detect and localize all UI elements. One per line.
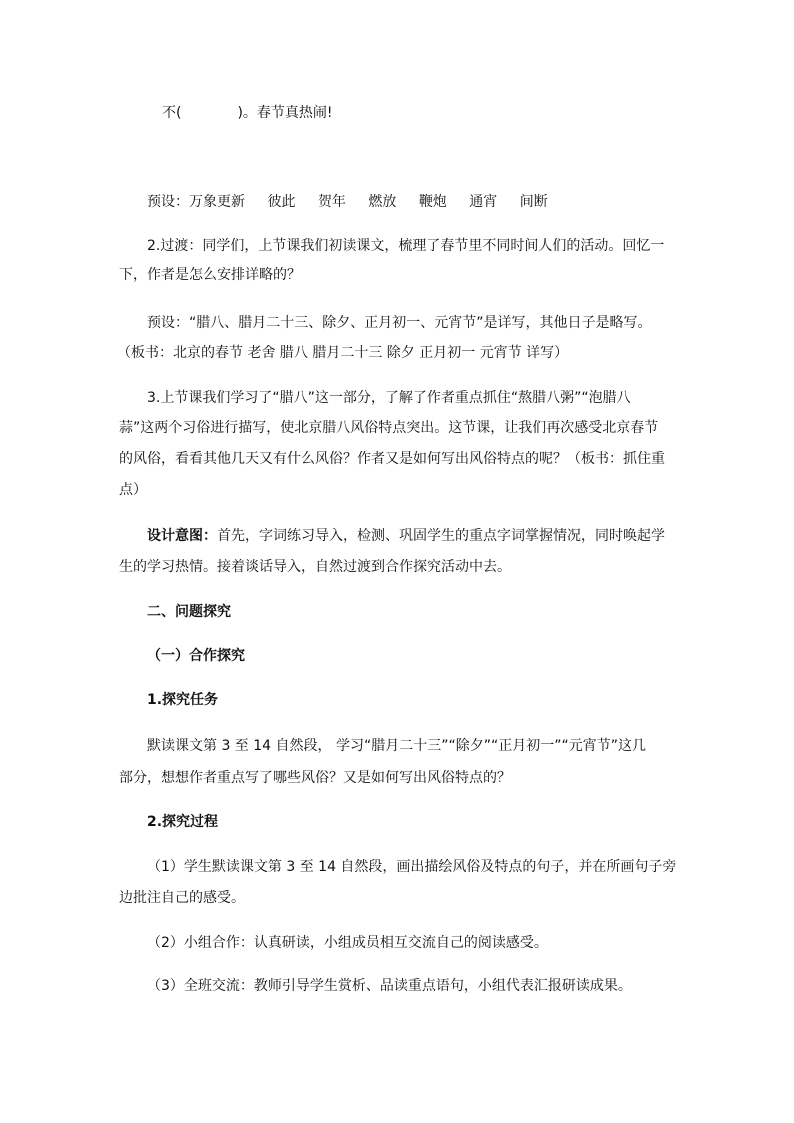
task-line-2: 部分，想想作者重点写了哪些风俗？又是如何写出风俗特点的？ bbox=[119, 770, 511, 786]
preset-label: 预设：万象更新 bbox=[147, 194, 245, 210]
fill-blank-prefix: 不( bbox=[162, 105, 182, 121]
preset-word: 贺年 bbox=[317, 194, 346, 210]
design-intent-line-1 bbox=[147, 526, 665, 546]
subsection-heading: （一）合作探究 bbox=[147, 648, 245, 664]
design-intent-text: 首先，字词练习导入，检测、巩固学生的重点字词掌握情况，同时唤起学 bbox=[217, 528, 665, 544]
preset-words-line bbox=[147, 192, 566, 212]
task-line-1: 默读课文第 3 至 14 自然段， 学习“腊月二十三”“除夕”“正月初一”“元宵节”这几 bbox=[147, 738, 646, 754]
preset2-line-2: （板书：北京的春节 老舍 腊八 腊月二十三 除夕 正月初一 元宵节 详写） bbox=[117, 345, 569, 361]
step3-line-2: 蒜”这两个习俗进行描写，使北京腊八风俗特点突出。这节课，让我们再次感受北京春节 bbox=[119, 420, 659, 436]
preset-word: 通宵 bbox=[469, 194, 498, 210]
design-intent-line-2: 生的学习热情。接着谈话导入，自然过渡到合作探究活动中去。 bbox=[119, 559, 511, 575]
process-item-1-line-1: （1）学生默读课文第 3 至 14 自然段，画出描绘风俗及特点的句子，并在所画句子旁 bbox=[147, 859, 677, 875]
preset2-line-1: 预设：“腊八、腊月二十三、除夕、正月初一、元宵节”是详写，其他日子是略写。 bbox=[147, 315, 652, 331]
process-item-1-line-2: 边批注自己的感受。 bbox=[119, 890, 245, 906]
process-item-3: （3）全班交流：教师引导学生赏析、品读重点语句，小组代表汇报研读成果。 bbox=[147, 978, 632, 994]
preset-word: 间断 bbox=[519, 194, 548, 210]
section-heading: 二、问题探究 bbox=[147, 604, 231, 620]
transition-line-1: 2.过渡：同学们，上节课我们初读课文，梳理了春节里不同时间人们的活动。回忆一 bbox=[147, 238, 665, 254]
process-heading: 2.探究过程 bbox=[147, 814, 219, 830]
preset-word: 鞭炮 bbox=[418, 194, 447, 210]
fill-blank-line bbox=[162, 103, 333, 123]
process-item-2: （2）小组合作：认真研读，小组成员相互交流自己的阅读感受。 bbox=[147, 935, 548, 951]
fill-blank-suffix: )。春节真热闹! bbox=[237, 105, 333, 121]
task-heading: 1.探究任务 bbox=[147, 692, 219, 708]
step3-line-3: 的风俗，看看其他几天又有什么风俗？作者又是如何写出风俗特点的呢？（板书：抓住重 bbox=[119, 451, 665, 467]
preset-word: 彼此 bbox=[267, 194, 296, 210]
step3-line-1: 3.上节课我们学习了“腊八”这一部分，了解了作者重点抓住“熬腊八粥”“泡腊八 bbox=[147, 390, 631, 406]
transition-line-2: 下，作者是怎么安排详略的？ bbox=[119, 267, 301, 283]
step3-line-4: 点） bbox=[119, 482, 147, 498]
design-intent-label: 设计意图： bbox=[147, 528, 217, 544]
preset-word: 燃放 bbox=[368, 194, 397, 210]
